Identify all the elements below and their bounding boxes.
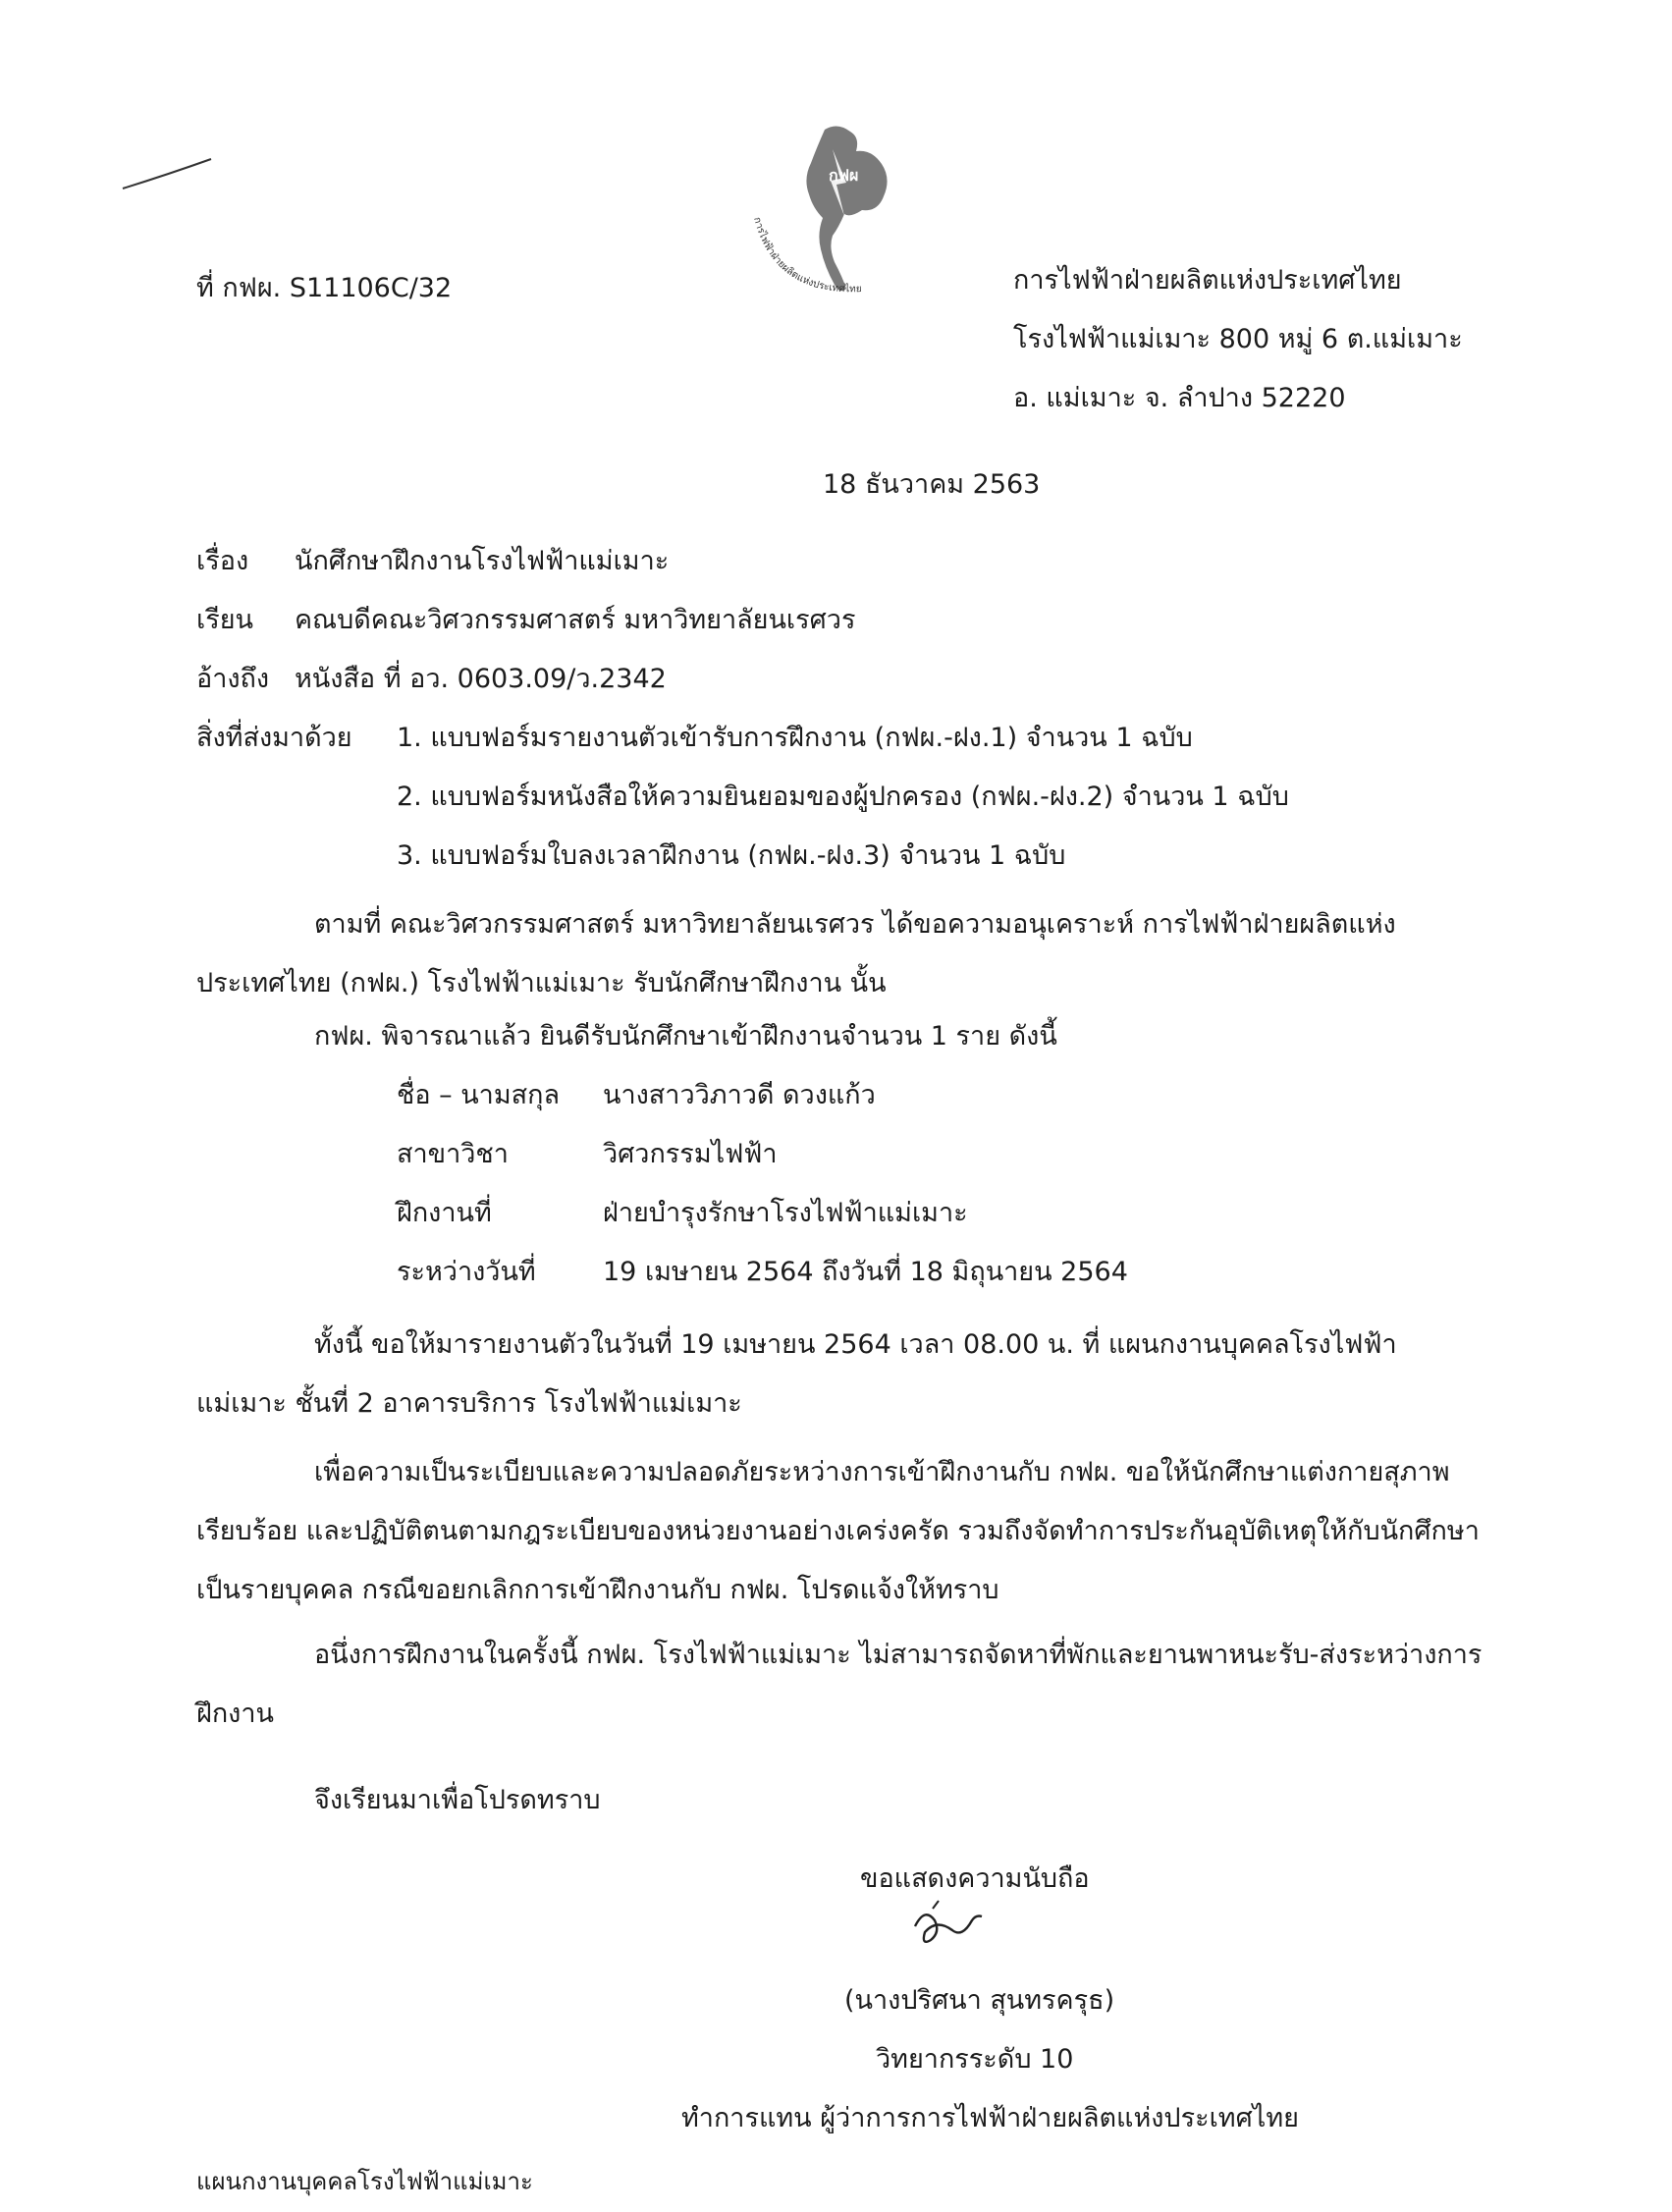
body-paragraph-5: อนึ่งการฝึกงานในครั้งนี้ กฟผ. โรงไฟฟ้าแม่เมาะ ไม่สามารถจัดหาที่พักและยานพาหนะรับ-ส่งระหว่างการฝึกงาน [196, 1640, 1483, 1729]
logo-arc-text: การไฟฟ้าฝ่ายผลิตแห่งประเทศไทย [751, 216, 862, 296]
signer-name: (นางปริศนา สุนทรครุธ) [844, 1985, 1115, 2016]
detail-value: ฝ่ายบำรุงรักษาโรงไฟฟ้าแม่เมาะ [603, 1198, 968, 1228]
signer-position: วิทยากรระดับ 10 [876, 2044, 1074, 2075]
logo-text: กฟผ [829, 166, 859, 185]
address-line-2: อ. แม่เมาะ จ. ลำปาง 52220 [1013, 383, 1346, 413]
egat-logo [734, 120, 941, 316]
regards-line: ขอแสดงความนับถือ [860, 1863, 1090, 1894]
detail-value: นางสาววิภาวดี ดวงแก้ว [603, 1080, 876, 1110]
enclosures-label: สิ่งที่ส่งมาด้วย [196, 723, 352, 753]
detail-label: สาขาวิชา [397, 1139, 509, 1169]
detail-label: ชื่อ – นามสกุล [397, 1080, 560, 1110]
org-name: การไฟฟ้าฝ่ายผลิตแห่งประเทศไทย [1013, 265, 1402, 296]
svg-text:การไฟฟ้าฝ่ายผลิตแห่งประเทศไทย [751, 216, 862, 295]
detail-value: 19 เมษายน 2564 ถึงวันที่ 18 มิถุนายน 2564 [603, 1257, 1128, 1287]
enclosure-item: 2. แบบฟอร์มหนังสือให้ความยินยอมของผู้ปกครอง (กฟผ.-ฝง.2) จำนวน 1 ฉบับ [397, 782, 1289, 812]
letter-date: 18 ธันวาคม 2563 [823, 469, 1041, 500]
to-label: เรียน [196, 605, 254, 635]
enclosure-item: 1. แบบฟอร์มรายงานตัวเข้ารับการฝึกงาน (กฟผ.-ฝง.1) จำนวน 1 ฉบับ [397, 723, 1193, 753]
body-paragraph-1: ตามที่ คณะวิศวกรรมศาสตร์ มหาวิทยาลัยนเรศวร ได้ขอความอนุเคราะห์ การไฟฟ้าฝ่ายผลิตแห่งประเทศไทย (กฟผ.) โรงไฟฟ้าแม่เมาะ รับนักศึกษาฝึกงาน นั้น [196, 909, 1396, 998]
body-paragraph-3: ทั้งนี้ ขอให้มารายงานตัวในวันที่ 19 เมษายน 2564 เวลา 08.00 น. ที่ แผนกงานบุคคลโรงไฟฟ้าแม่เมาะ ชั้นที่ 2 อาคารบริการ โรงไฟฟ้าแม่เมาะ [196, 1329, 1397, 1419]
to-value: คณบดีคณะวิศวกรรมศาสตร์ มหาวิทยาลัยนเรศวร [295, 605, 856, 635]
document-number: ที่ กฟผ. S11106C/32 [196, 273, 453, 303]
reference-value: หนังสือ ที่ อว. 0603.09/ว.2342 [295, 664, 667, 694]
subject-value: นักศึกษาฝึกงานโรงไฟฟ้าแม่เมาะ [295, 546, 670, 576]
footer-department: แผนกงานบุคคลโรงไฟฟ้าแม่เมาะ [196, 2168, 533, 2195]
address-line-1: โรงไฟฟ้าแม่เมาะ 800 หมู่ 6 ต.แม่เมาะ [1013, 324, 1463, 354]
scan-pen-mark [118, 147, 216, 196]
reference-label: อ้างถึง [196, 664, 270, 694]
acting-for-line: ทำการแทน ผู้ว่าการการไฟฟ้าฝ่ายผลิตแห่งประเทศไทย [681, 2103, 1299, 2133]
detail-value: วิศวกรรมไฟฟ้า [603, 1139, 778, 1169]
handwritten-signature [903, 1897, 992, 1956]
enclosure-item: 3. แบบฟอร์มใบลงเวลาฝึกงาน (กฟผ.-ฝง.3) จำนวน 1 ฉบับ [397, 840, 1066, 871]
body-paragraph-4: เพื่อความเป็นระเบียบและความปลอดภัยระหว่างการเข้าฝึกงานกับ กฟผ. ขอให้นักศึกษาแต่งกายสุภาพเรียบร้อย และปฏิบัติตนตามกฎระเบียบของหน่วยงานอย่างเคร่งครัด รวมถึงจัดทำการประกันอุบัติเหตุให้กับนักศึกษาเป็นรายบุคคล กรณีขอยกเลิกการเข้าฝึกงานกับ กฟผ. โปรดแจ้งให้ทราบ [196, 1457, 1480, 1605]
detail-label: ระหว่างวันที่ [397, 1257, 536, 1287]
closing-line: จึงเรียนมาเพื่อโปรดทราบ [314, 1785, 601, 1815]
subject-label: เรื่อง [196, 546, 249, 576]
detail-label: ฝึกงานที่ [397, 1198, 492, 1228]
body-paragraph-2: กฟผ. พิจารณาแล้ว ยินดีรับนักศึกษาเข้าฝึกงานจำนวน 1 ราย ดังนี้ [314, 1021, 1057, 1052]
